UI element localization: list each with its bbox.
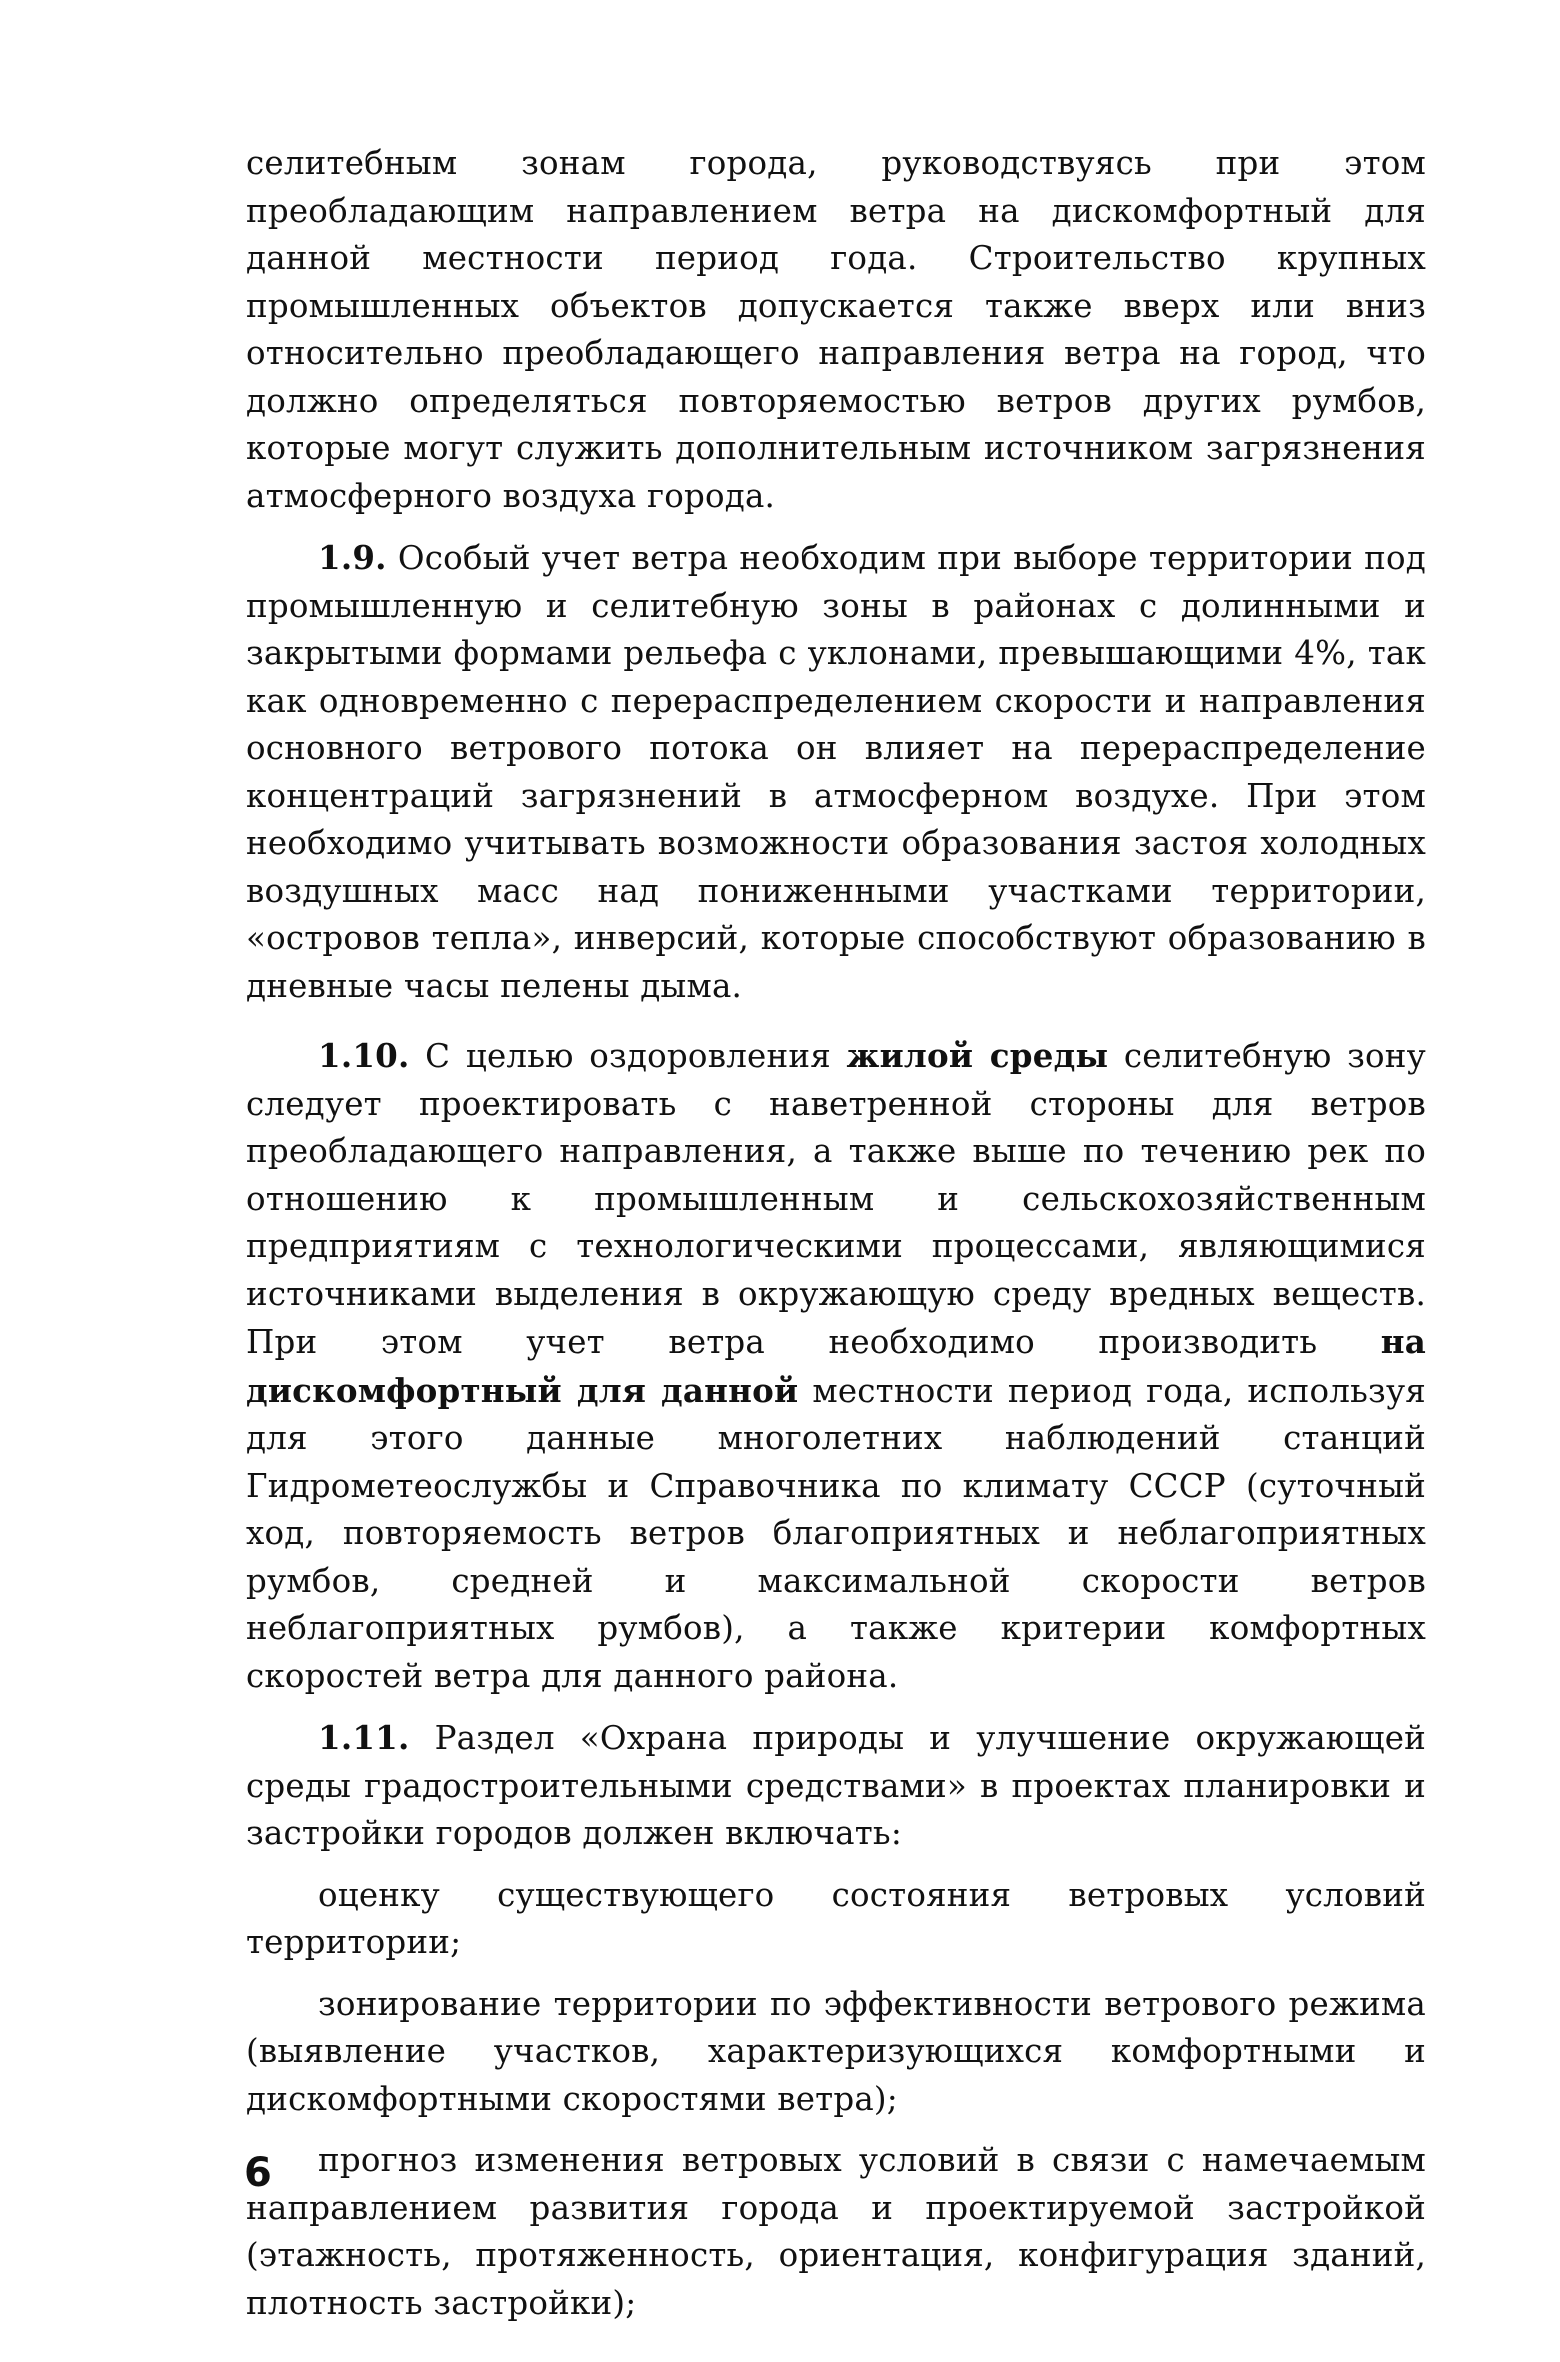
paragraph-bold-phrase: жилой среды <box>846 1036 1109 1075</box>
paragraph-number: 1.11. <box>318 1718 410 1757</box>
list-item-zoning <box>246 1981 1426 2124</box>
list-item-assessment <box>246 1872 1426 1967</box>
text-column <box>246 140 1426 2327</box>
paragraph-number: 1.9. <box>318 538 387 577</box>
paragraph-text-middle: селитебную зону следует проектировать с наветренной стороны для ветров преобладающего направления, а также выше по течению рек по отношению к промышленным и сельскохозяйственным предприятиям с технологическими процессами, являющимися источниками выделения в окружающую среду вредных веществ. При этом учет ветра необходимо производить <box>246 1037 1426 1361</box>
paragraph-text-end: местности период года, используя для этого данные многолетних наблюдений станций Гидрометеослужбы и Справочника по климату СССР (суточный ход, повторяемость ветров благоприятных и неблагоприятных румбов, средней и максимальной скорости ветров неблагоприятных румбов), а также критерии комфортных скоростей ветра для данного района. <box>246 1371 1426 1695</box>
paragraph-number: 1.10. <box>318 1036 410 1075</box>
paragraph-text: Особый учет ветра необходим при выборе территории под промышленную и селитебную зоны в районах с долинными и закрытыми формами рельефа с уклонами, превышающими 4%, так как одновременно с перераспределением скорости и направления основного ветрового потока он влияет на перераспределение концентраций загрязнений в атмосферном воздухе. При этом необходимо учитывать возможности образования застоя холодных воздушных масс над пониженными участками территории, «островов тепла», инверсий, которые способствуют образованию в дневные часы пелены дыма. <box>246 539 1426 1005</box>
paragraph-text: Раздел «Охрана природы и улучшение окружающей среды градостроительными средствами» в проектах планировки и застройки городов должен включать: <box>246 1719 1427 1852</box>
paragraph-continuation <box>246 140 1426 520</box>
list-item-text: оценку существующего состояния ветровых условий территории; <box>246 1875 1426 1961</box>
list-item-text: прогноз изменения ветровых условий в связи с намечаемым направлением развития города и проектируемой застройкой (этажность, протяженность, ориентация, конфигурация зданий, плотность застройки); <box>246 2141 1426 2322</box>
paragraph-text-start: С целью оздоровления <box>425 1037 847 1075</box>
paragraph-1-10 <box>246 1032 1426 1700</box>
list-item-text: зонирование территории по эффективности ветрового режима (выявление участков, характеризующихся комфортными и дискомфортными скоростями ветра); <box>246 1984 1426 2118</box>
list-item-forecast <box>246 2137 1426 2327</box>
page-number: 6 <box>244 2150 272 2196</box>
paragraph-text: селитебным зонам города, руководствуясь при этом преобладающим направлением ветра на дискомфортный для данной местности период года. Строительство крупных промышленных объектов допускается также вверх или вниз относительно преобладающего направления ветра на город, что должно определяться повторяемостью ветров других румбов, которые могут служить дополнительным источником загрязнения атмосферного воздуха города. <box>246 144 1426 515</box>
paragraph-1-9 <box>246 534 1426 1010</box>
paragraph-1-11 <box>246 1714 1426 1858</box>
paragraph-bold-phrase: на дискомфортный для данной <box>246 1322 1426 1410</box>
